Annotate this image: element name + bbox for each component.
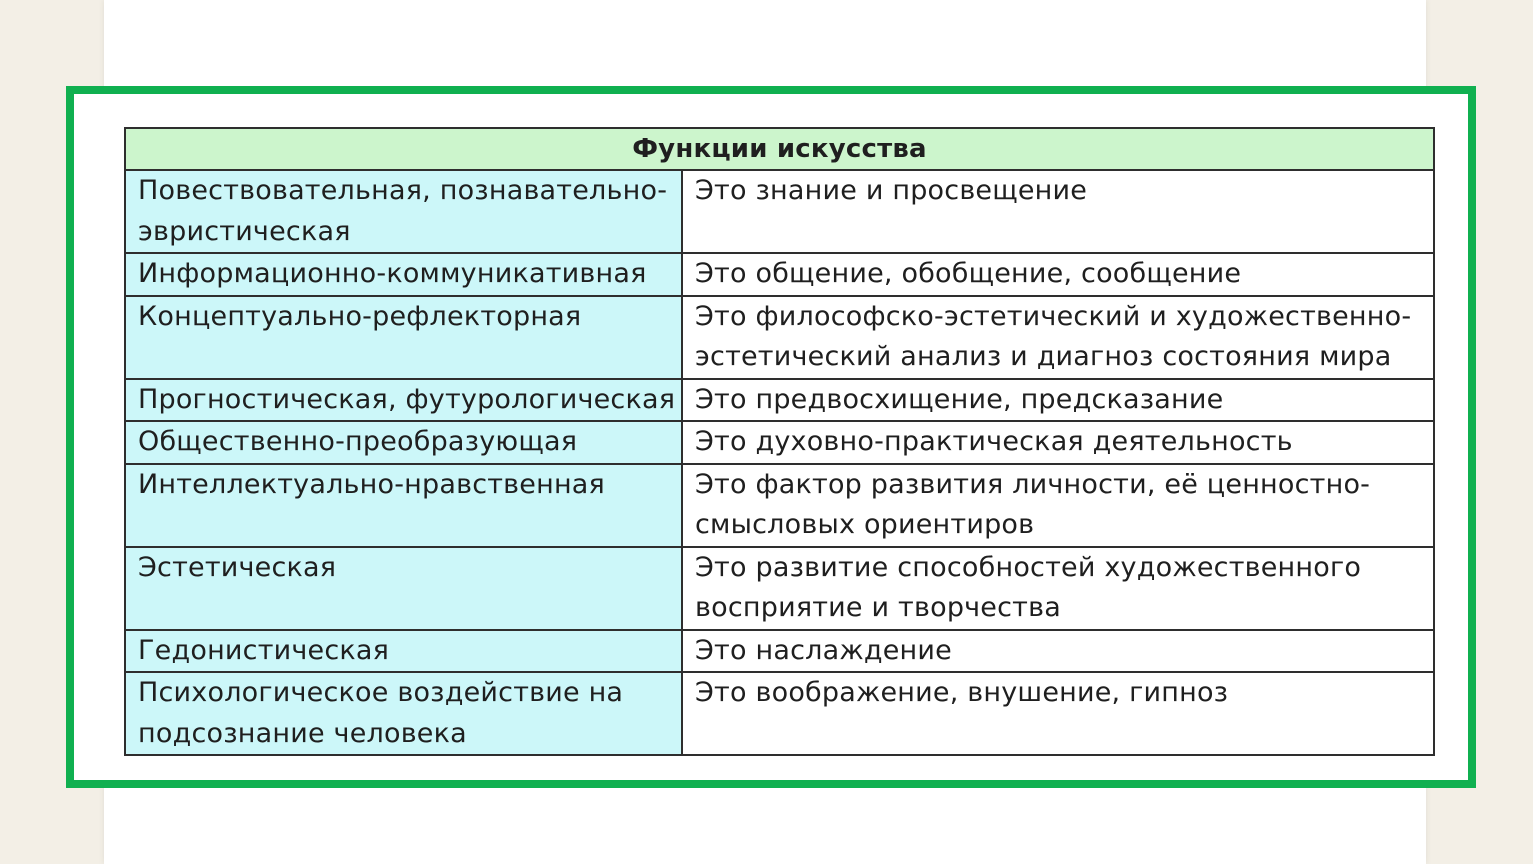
- cell-line: Эстетическая: [138, 551, 337, 583]
- cell-line: подсознание человека: [138, 717, 467, 749]
- cell-line: Интеллектуально-нравственная: [138, 468, 605, 500]
- cell-line: Общественно-преобразующая: [138, 426, 578, 457]
- cell-line: Это философско-эстетический и художественно-: [695, 300, 1412, 332]
- table-row: [125, 547, 1434, 630]
- cell-line: восприятие и творчества: [695, 592, 1061, 623]
- table-row: [125, 379, 1434, 422]
- cell-line: Это наслаждение: [695, 634, 952, 666]
- table-row: [125, 253, 1434, 296]
- cell-line: Прогностическая, футурологическая: [138, 383, 676, 415]
- cell-line: Гедонистическая: [138, 634, 390, 666]
- function-name: [125, 296, 682, 379]
- cell-line: Повествовательная, познавательно-: [138, 175, 668, 206]
- cell-line: Концептуально-рефлекторная: [138, 300, 582, 332]
- cell-line: Это предвосхищение, предсказание: [695, 383, 1224, 415]
- table-row: [125, 170, 1434, 253]
- cell-line: эвристическая: [138, 215, 351, 247]
- cell-line: Психологическое воздействие на: [138, 677, 624, 708]
- function-name: [125, 672, 682, 755]
- table-header-row: [125, 128, 1434, 170]
- cell-line: Информационно-коммуникативная: [138, 258, 647, 289]
- cell-line: Это воображение, внушение, гипноз: [695, 677, 1229, 708]
- table-row: [125, 421, 1434, 464]
- function-description: [682, 421, 1434, 464]
- cell-line: Это общение, обобщение, сообщение: [695, 258, 1242, 289]
- cell-line: Это знание и просвещение: [695, 175, 1088, 206]
- function-name: [125, 547, 682, 630]
- function-name: [125, 170, 682, 253]
- function-description: [682, 170, 1434, 253]
- cell-line: эстетический анализ и диагноз состояния мира: [695, 341, 1392, 372]
- table-row: [125, 464, 1434, 547]
- function-name: [125, 379, 682, 422]
- cell-line: Это духовно-практическая деятельность: [695, 426, 1293, 457]
- function-description: [682, 672, 1434, 755]
- table-row: [125, 296, 1434, 379]
- function-description: [682, 630, 1434, 673]
- cell-line: Это фактор развития личности, её ценностно-: [695, 468, 1371, 500]
- function-description: [682, 464, 1434, 547]
- function-name: [125, 253, 682, 296]
- art-functions-table: [124, 127, 1435, 756]
- function-description: [682, 379, 1434, 422]
- cell-line: Это развитие способностей художественного: [695, 551, 1362, 583]
- function-description: [682, 296, 1434, 379]
- function-name: [125, 421, 682, 464]
- table-title: Функции искусства: [125, 128, 1434, 170]
- function-name: [125, 630, 682, 673]
- function-description: [682, 547, 1434, 630]
- table-row: [125, 672, 1434, 755]
- function-description: [682, 253, 1434, 296]
- function-name: [125, 464, 682, 547]
- table-row: [125, 630, 1434, 673]
- cell-line: смысловых ориентиров: [695, 509, 1035, 540]
